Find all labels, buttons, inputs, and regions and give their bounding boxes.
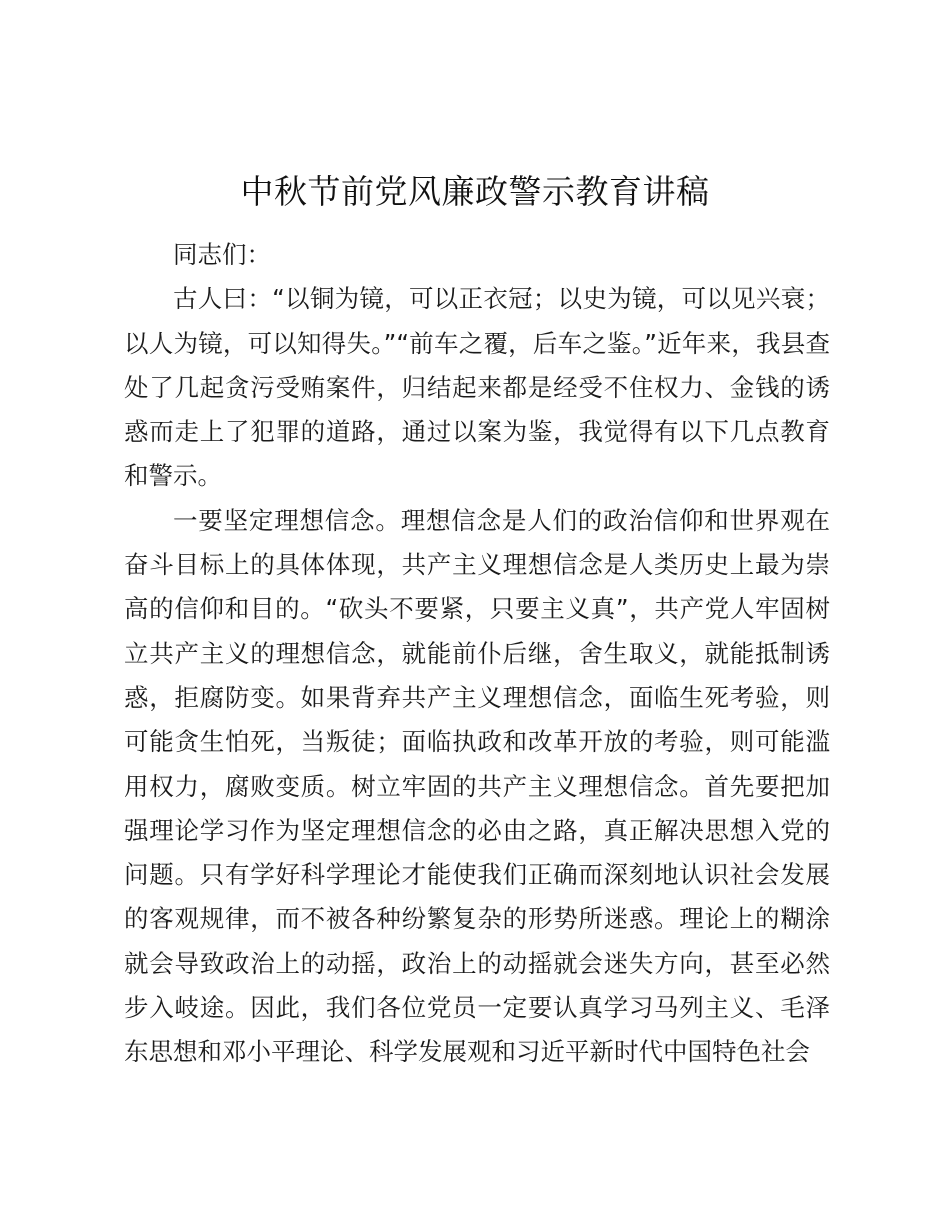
paragraph-intro: 古人曰：“以铜为镜，可以正衣冠；以史为镜，可以见兴衰；以人为镜，可以知得失。”“前车之覆，后车之鉴。”近年来，我县查处了几起贪污受贿案件，归结起来都是经受不住权力、金钱的诱惑而走上了犯罪的道路，通过以案为鉴，我觉得有以下几点教育和警示。: [124, 284, 830, 491]
greeting-line: 同志们：: [173, 240, 271, 269]
document-body: [124, 233, 830, 1075]
paragraph-ideals: 一要坚定理想信念。理想信念是人们的政治信仰和世界观在奋斗目标上的具体体现，共产主义理想信念是人类历史上最为崇高的信仰和目的。“砍头不要紧，只要主义真”，共产党人牢固树立共产主义的理想信念，就能前仆后继，舍生取义，就能抵制诱惑，拒腐防变。如果背弃共产主义理想信念，面临生死考验，则可能贪生怕死，当叛徒；面临执政和改革开放的考验，则可能滥用权力，腐败变质。树立牢固的共产主义理想信念。首先要把加强理论学习作为坚定理想信念的必由之路，真正解决思想入党的问题。只有学好科学理论才能使我们正确而深刻地认识社会发展的客观规律，而不被各种纷繁复杂的形势所迷惑。理论上的糊涂就会导致政治上的动摇，政治上的动摇就会迷失方向，甚至必然步入岐途。因此，我们各位党员一定要认真学习马列主义、毛泽东思想和邓小平理论、科学发展观和习近平新时代中国特色社会: [124, 505, 830, 1067]
document-title: 中秋节前党风廉政警示教育讲稿: [240, 172, 710, 211]
